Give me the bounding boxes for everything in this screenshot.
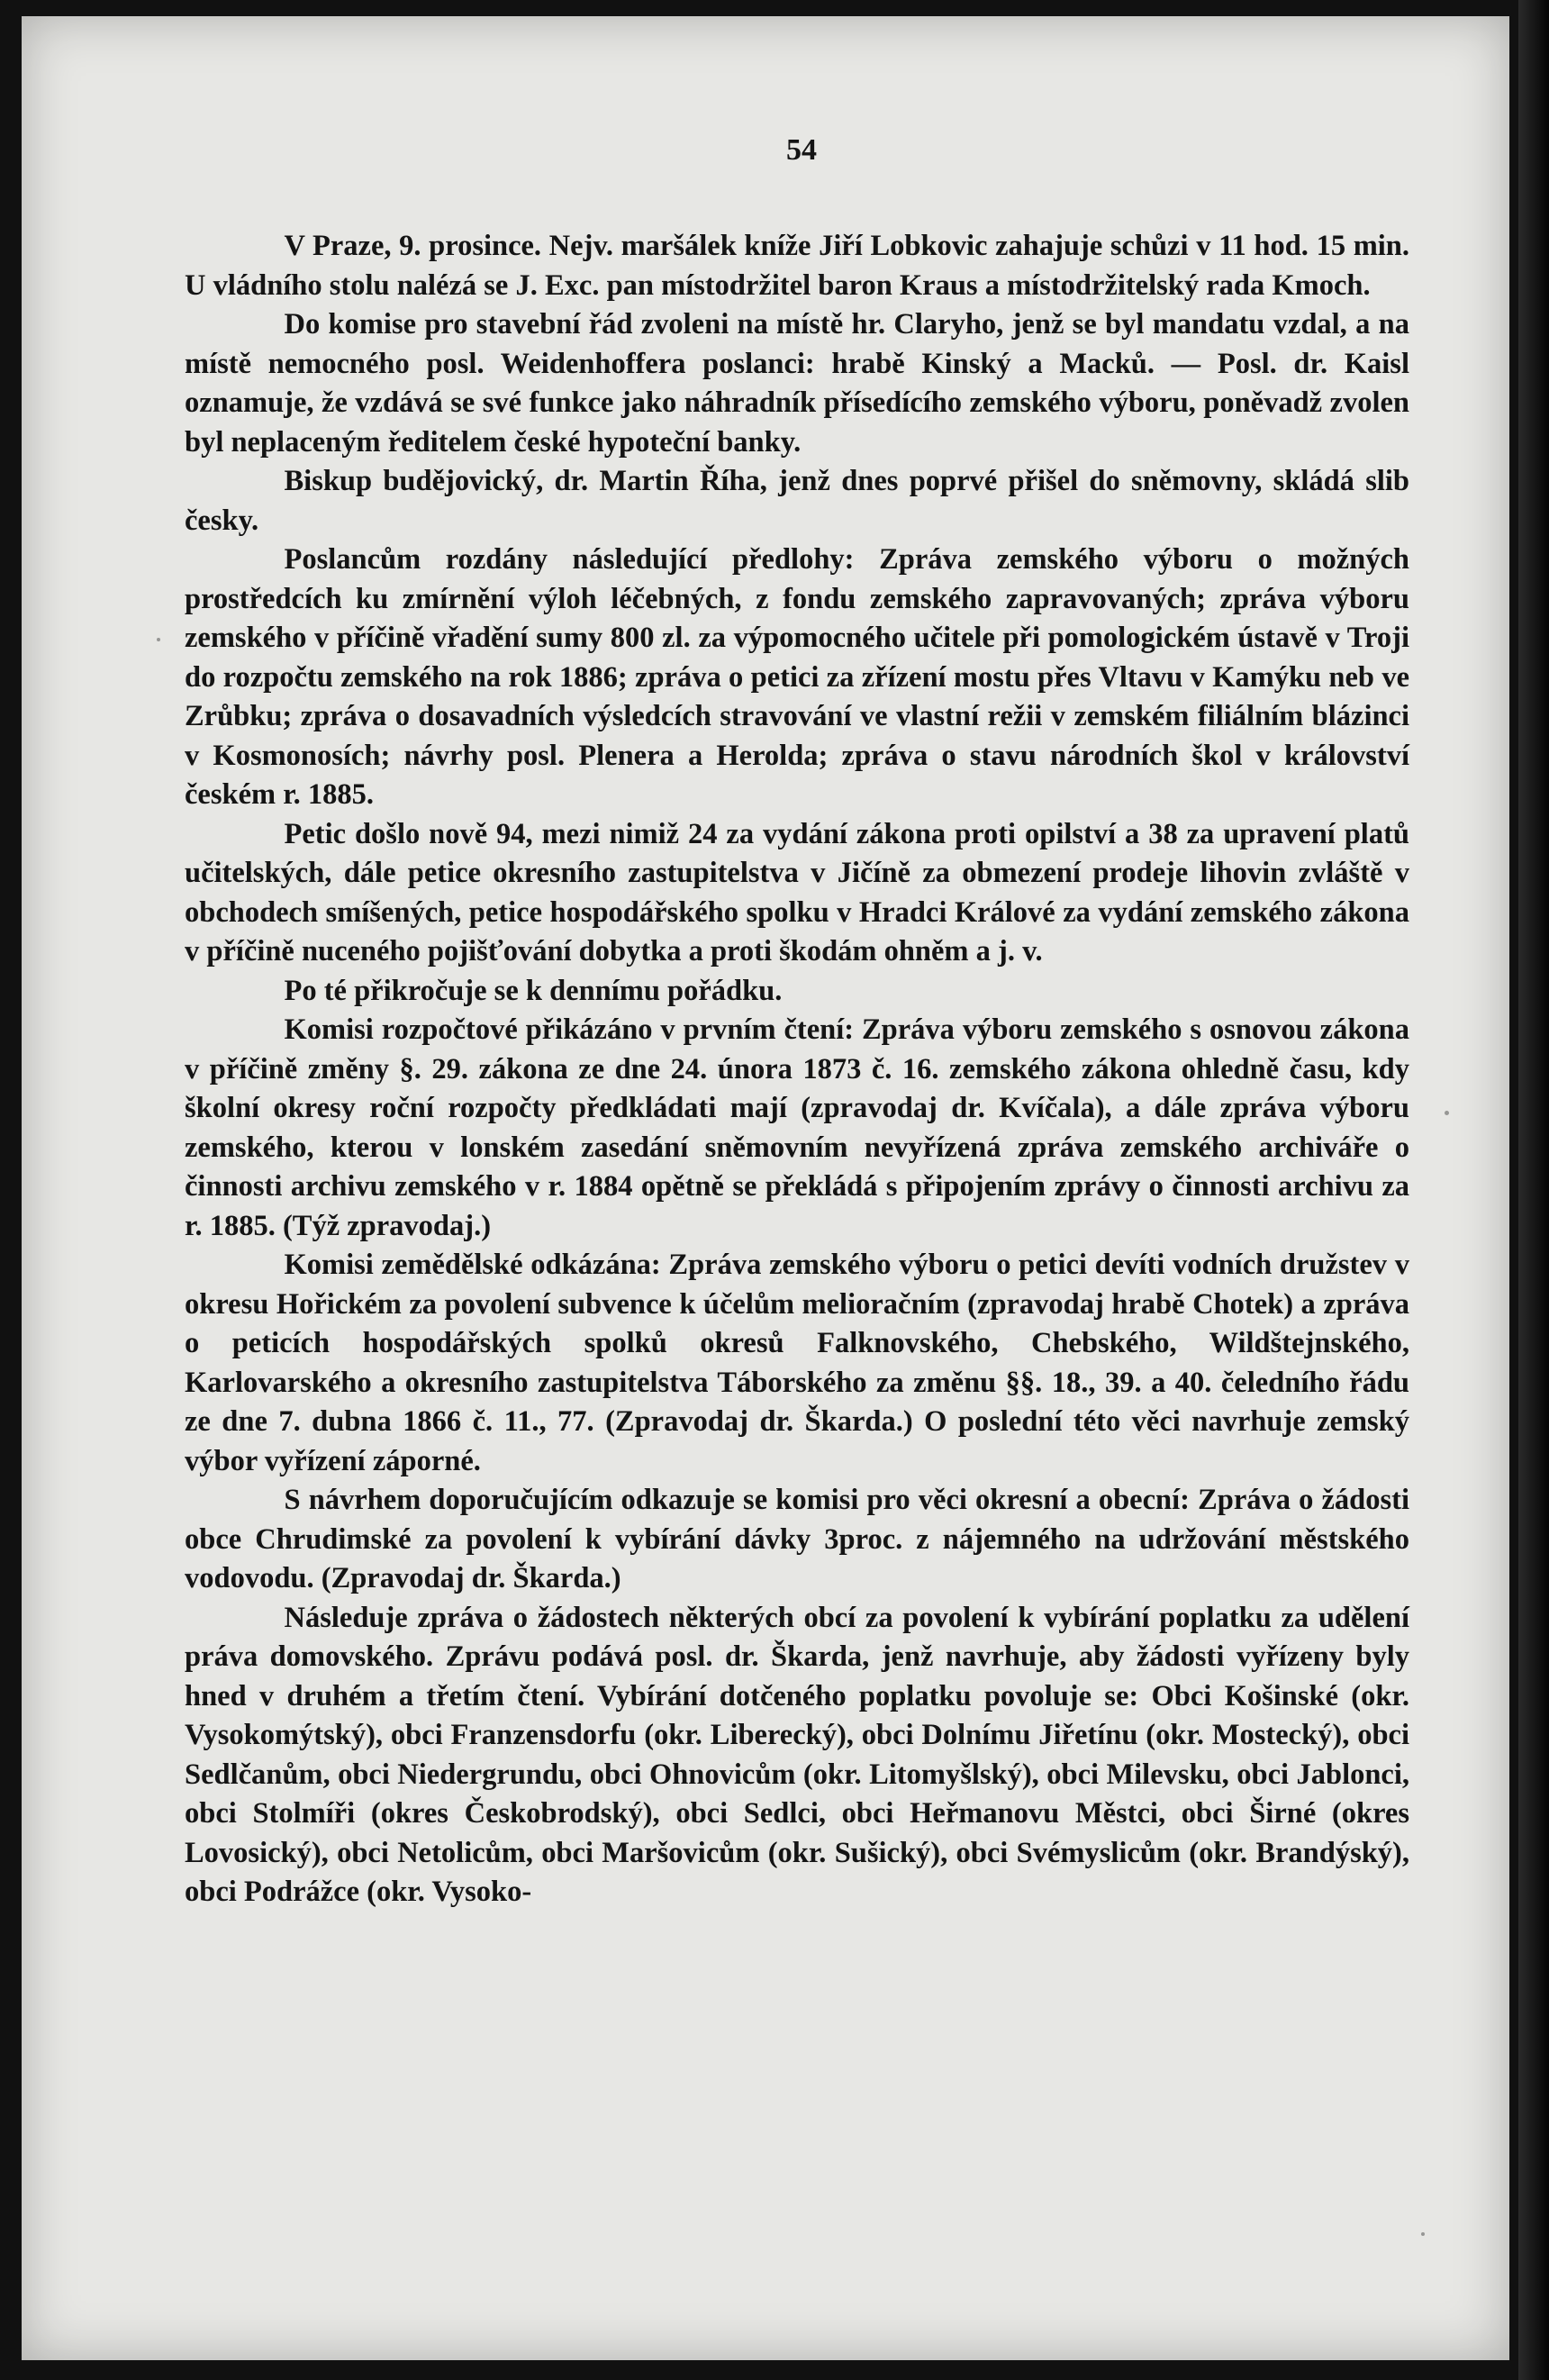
paragraph: Poslancům rozdány následující předlohy: Zpráva zemského výboru o možných prostředcích ku zmírnění výloh léčebných, z fondu zemského zapravovaných; zpráva výboru zemského v příčině vřadění sumy 800 zl. za výpomocného učitele při pomologickém ústavě v Troji do rozpočtu zemského na rok 1886; zpráva o petici za zřízení mostu přes Vltavu v Kamýku neb ve Zrůbku; zpráva o dosavadních výsledcích stravování ve vlastní režii v zemském filiálním blázinci v Kosmonosích; návrhy posl. Plenera a Herolda; zpráva o stavu národních škol v království českém r. 1885. [185, 543, 1409, 811]
page-number: 54 [786, 133, 817, 167]
paragraph: Petic došlo nově 94, mezi nimiž 24 za vydání zákona proti opilství a 38 za upravení platů učitelských, dále petice okresního zastupitelstva v Jičíně za obmezení prodeje lihovin zvláště v obchodech smíšených, petice hospodářského spolku v Hradci Králové za vydání zemského zákona v příčině nuceného pojišťování dobytka a proti škodám ohněm a j. v. [185, 817, 1409, 967]
paragraph: S návrhem doporučujícím odkazuje se komisi pro věci okresní a obecní: Zpráva o žádosti obce Chrudimské za povolení k vybírání dávky 3proc. z nájemného na udržování městského vodovodu. (Zpravodaj dr. Škarda.) [185, 1484, 1409, 1594]
paragraph: Po té přikročuje se k dennímu pořádku. [284, 974, 783, 1007]
paragraph: Komisi zemědělské odkázána: Zpráva zemského výboru o petici devíti vodních družstev v okresu Hořickém za povolení subvence k účelům melioračním (zpravodaj hrabě Chotek) a zpráva o peticích hospodářských spolků okresů Falknovského, Chebského, Wildštejnského, Karlovarského a okresního zastupitelstva Táborského za změnu §§. 18., 39. a 40. čeledního řádu ze dne 7. dubna 1866 č. 11., 77. (Zpravodaj dr. Škarda.) O poslední této věci navrhuje zemský výbor vyřízení záporné. [185, 1249, 1409, 1477]
paragraph: V Praze, 9. prosince. Nejv. maršálek kníže Jiří Lobkovic zahajuje schůzi v 11 hod. 15 min. U vládního stolu nalézá se J. Exc. pan místodržitel baron Kraus a místodržitelský rada Kmoch. [185, 230, 1409, 302]
ink-speck [1445, 1111, 1449, 1115]
document-body [185, 227, 1409, 1912]
paragraph: Biskup budějovický, dr. Martin Říha, jenž dnes poprvé přišel do sněmovny, skládá slib česky. [185, 465, 1409, 537]
ink-speck [1421, 2232, 1425, 2236]
paragraph: Do komise pro stavební řád zvoleni na místě hr. Claryho, jenž se byl mandatu vzdal, a na místě nemocného posl. Weidenhoffera poslanci: hrabě Kinský a Macků. — Posl. dr. Kaisl oznamuje, že vzdává se své funkce jako náhradník přísedícího zemského výboru, poněvadž zvolen byl neplaceným ředitelem české hypoteční banky. [185, 308, 1409, 459]
ink-speck [157, 638, 160, 641]
paragraph: Komisi rozpočtové přikázáno v prvním čtení: Zpráva výboru zemského s osnovou zákona v příčině změny §. 29. zákona ze dne 24. února 1873 č. 16. zemského zákona ohledně času, kdy školní okresy roční rozpočty předkládati mají (zpravodaj dr. Kvíčala), a dále zpráva výboru zemského, kterou v lonském zasedání sněmovním nevyřízená zpráva zemského archiváře o činnosti archivu zemského v r. 1884 opětně se překládá s připojením zprávy o činnosti archivu za r. 1885. (Týž zpravodaj.) [185, 1013, 1409, 1242]
scan-edge [1518, 0, 1549, 2380]
paragraph: Následuje zpráva o žádostech některých obcí za povolení k vybírání poplatku za udělení práva domovského. Zprávu podává posl. dr. Škarda, jenž navrhuje, aby žádosti vyřízeny byly hned v druhém a třetím čtení. Vybírání dotčeného poplatku povoluje se: Obci Košinské (okr. Vysokomýtský), obci Franzensdorfu (okr. Liberecký), obci Dolnímu Jiřetínu (okr. Mostecký), obci Sedlčanům, obci Niedergrundu, obci Ohnovicům (okr. Litomyšlský), obci Milevsku, obci Jablonci, obci Stolmíři (okres Českobrodský), obci Sedlci, obci Heřmanovu Městci, obci Širné (okres Lovosický), obci Netolicům, obci Maršovicům (okr. Sušický), obci Svémyslicům (okr. Brandýský), obci Podrážce (okr. Vysoko- [185, 1601, 1409, 1908]
